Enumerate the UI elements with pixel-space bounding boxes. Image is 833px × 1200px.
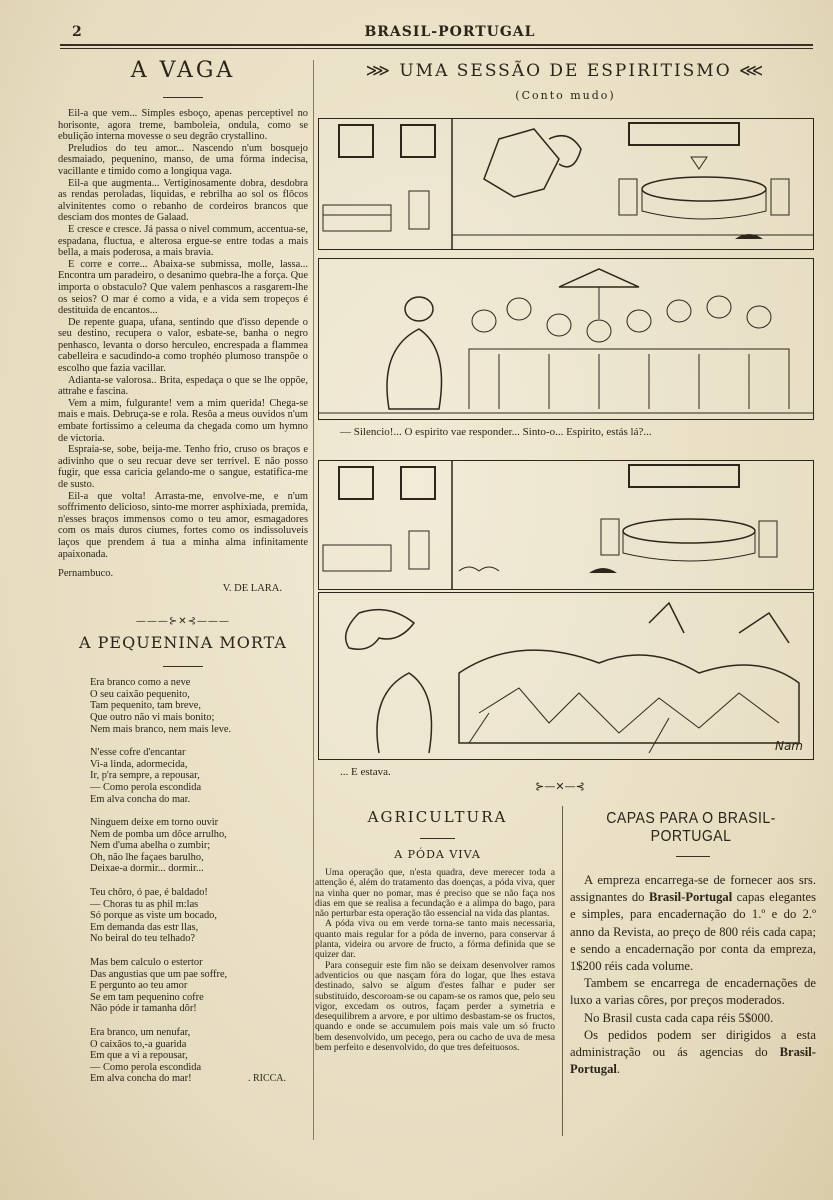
room-illustration <box>319 119 813 249</box>
morta-poem <box>58 677 308 1085</box>
verse-line: — Como perola escondida <box>90 781 202 793</box>
verse-line: Ninguem deixe em torno ouvir <box>90 817 219 829</box>
capas-paragraph <box>570 1027 816 1079</box>
morta-author: . RICCA. <box>247 1072 286 1084</box>
agricultura-paragraph: A póda viva ou em verde torna-se tanto mais necessaria, quanto mais regular for a póda de inverno, para conservar á planta, videira ou arvore de fructo, a fórma definida que se quizer dar. <box>315 918 555 961</box>
verse-line: Teu chôro, ó pae, é baldado! <box>90 887 208 899</box>
stanza <box>90 957 308 1015</box>
capas-paragraph: Tambem se encarrega de encadernações de luxo a varias côres, por preços moderados. <box>570 976 816 1008</box>
verse-line: Deixae-a dormir... dormir... <box>90 863 204 875</box>
capas-text-part: . <box>616 1062 621 1077</box>
vaga-paragraph: E corre e corre... Abaixa-se submissa, molle, lassa... Encontra um paradeiro, o desanimo quebra-lhe a força. Que importa o obstaculo? Que valem penhascos a rasgarem-lhe os seios? O mar é como a vida, e a vida sem tropeços é destituida de encantos... <box>58 258 308 317</box>
capas-text <box>570 872 816 1078</box>
seance-caption: — Silencio!... O espirito vae responder... Sinto-o... Espirito, estás lá?... <box>340 426 652 438</box>
page-number: 2 <box>72 24 82 40</box>
verse-line: Das angustias que um pae soffre, <box>90 968 228 980</box>
vaga-paragraph: Eil-a que volta! Arrasta-me, envolve-me, e n'um soffrimento delicioso, sinto-me morrer asphixiada, premida, n'esses braços immensos como o teu amor, esmagadores com os mais duros ciumes, fortes como os indissoluveis laços que prendem á tua a minha alma infinitamente apaixonada. <box>58 490 308 560</box>
vaga-paragraph: Preludios do teu amor... Nascendo n'um bosquejo desmaiado, pequenino, manso, de uma fórma indecisa, vacillante e timido como a longiqua vaga. <box>58 142 308 177</box>
title-rule <box>676 856 710 857</box>
verse-line: Em alva concha do mar! <box>90 1073 192 1085</box>
ornament-divider: ⊱—✕—⊰ <box>535 780 585 793</box>
column-divider <box>562 806 563 1136</box>
header-rule <box>60 44 813 46</box>
verse-line: E pergunto ao teu amor <box>90 980 188 992</box>
agricultura-text <box>315 868 555 1053</box>
masthead: BRASIL-PORTUGAL <box>364 24 536 40</box>
agricultura-title: AGRICULTURA <box>367 808 508 826</box>
verse-line: N'esse cofre d'encantar <box>90 747 186 759</box>
vaga-paragraph: E cresce e cresce. Já passa o nivel commum, accentua-se, espadana, fluctua, e alterosa ergue-se entre todas a mais bella, a mais poderosa, a mais bravia. <box>58 223 308 259</box>
stanza <box>90 817 308 875</box>
verse-line: Mas bem calculo o estertor <box>90 957 203 969</box>
agricultura-paragraph: Uma operação que, n'esta quadra, deve merecer toda a attenção é, além do tratamento das doenças, a póda viva, quer na vinha quer no pomar, mas é preciso que se não faça nos dias em que se realisa a fecundação e a alimpa do bago, para não perturbar esta operação tão essencial na vida das plantas. <box>315 867 555 920</box>
chaos-illustration <box>319 593 813 759</box>
verse-line: — Choras tu as phil m:las <box>90 898 199 910</box>
verse-line: Oh, não lhe façaes barulho, <box>90 851 204 863</box>
sessao-title: ⋙ UMA SESSÃO DE ESPIRITISMO ⋘ <box>365 61 766 81</box>
seance-illustration <box>319 259 813 419</box>
verse-line: Nem mais branco, nem mais leve. <box>90 723 232 735</box>
vaga-paragraph: Vem a mim, fulgurante! vem a mim querida! Chega-se mais e mais. Debruça-se e rola. Resôa a meus ouvidos n'um embate fortissimo a celeuma da chegada como um hymno de victoria. <box>58 397 308 444</box>
chaos-caption: ... E estava. <box>340 766 391 778</box>
stanza <box>90 747 308 805</box>
capas-paragraph <box>570 872 816 975</box>
capas-title: CAPAS PARA O BRASIL-PORTUGAL <box>606 810 776 845</box>
title-rule <box>420 838 455 839</box>
vaga-paragraph: Eil-a que vem... Simples esboço, apenas perceptivel no horisonte, agora treme, bamboleia, ondula, como se ebulição interna movesse o seu degrão crystallino. <box>58 108 308 143</box>
sessao-header <box>318 52 813 102</box>
verse-line: Em alva concha do mar. <box>90 793 191 805</box>
verse-line: Não póde ir tamanha dôr! <box>90 1003 197 1015</box>
vaga-paragraph: Espraia-se, sobe, beija-me. Tenho frio, cruso os braços e adivinho que o seu recuar deve ser terrivel. E não posso fugir, que essa caricia gelando-me o sangue, estatifica-me de susto. <box>58 444 308 490</box>
vaga-text <box>58 108 308 560</box>
vaga-place: Pernambuco. <box>58 568 114 580</box>
morta-title: A PEQUENINA MORTA <box>79 633 287 653</box>
verse-line: Nem d'uma abelha o zumbir; <box>90 840 211 852</box>
verse-line: Só porque as viste um bocado, <box>90 910 217 922</box>
stanza <box>90 677 308 735</box>
capas-text-part: Os pedidos podem ser dirigidos a esta administração ou ás agencias do <box>570 1027 816 1060</box>
ornament-divider: ———⊱✕⊰——— <box>135 616 231 628</box>
title-rule <box>163 97 203 98</box>
verse-line: Que outro não vi mais bonito; <box>90 711 215 723</box>
verse-line: Em que a vi a repousar, <box>90 1050 188 1062</box>
capas-text-part: capas elegantes e simples, para encadernação do 1.º e do 2.º anno da Revista, ao preço de 800 réis cada capa; e sendo a encadernação por conta da empreza, 1$200 réis cada volume. <box>570 890 816 974</box>
vaga-paragraph: De repente guapa, ufana, sentindo que d'isso depende o seu destino, recupera o valor, esbate-se, banha o negro penhasco, levanta o dorso herculeo, encrespada a flammea cabelleira e sacudindo-a como trophéo plumoso transpõe o escolho que fazia vacillar. <box>58 316 308 375</box>
room-illustration-2 <box>319 461 813 589</box>
comic-panel-seance <box>318 258 814 420</box>
brand-name: Brasil-Portugal <box>570 1045 816 1077</box>
verse-line: No beiral do teu telhado? <box>90 933 196 945</box>
verse-line: O caixãos to,-a guarida <box>90 1038 187 1050</box>
verse-line: Vi-a linda, adormecida, <box>90 758 188 770</box>
verse-line: Se em tam pequenino cofre <box>90 991 204 1003</box>
left-column <box>58 52 308 1084</box>
comic-panel-chaos <box>318 592 814 760</box>
verse-line: Nem de pomba um dôce arrulho, <box>90 828 227 840</box>
verse-line: O seu caixão pequenito, <box>90 688 190 700</box>
brand-name: Brasil-Portugal <box>648 890 733 905</box>
verse-line: Era branco, um nenufar, <box>90 1027 191 1038</box>
stanza <box>90 887 308 945</box>
capas-paragraph: No Brasil custa cada capa réis 5$000. <box>584 1010 774 1025</box>
agricultura-subtitle: A PÓDA VIVA <box>394 848 481 861</box>
verse-line: Tam pequenito, tam breve, <box>90 700 201 712</box>
header-rule-thin <box>60 48 813 49</box>
comic-panel-room-2 <box>318 460 814 590</box>
agricultura-paragraph: Para conseguir este fim não se deixam desenvolver ramos adventicios ou que nasçam fóra do logar, que lhes estava destinado, salvo se algum d'estes falhar e puder ser substituido, descoroam-se ou capam-se os ramos que, pelo seu vigor, excedam os outros, façam perder a symetria e desequilibrem a arvore, e por ultimo desbastam-se os fructos, quando e onde se accumulem pois mais vale um só fructo bem desenvolvido, um pecego, pera ou cacho de uva de mesa bem perfeito e desenvolvido, do que tres defeituosos. <box>315 959 555 1054</box>
verse-line: Ir, p'ra sempre, a repousar, <box>90 770 200 782</box>
capas-text-part: A empreza encarrega-se de fornecer aos srs. assignantes do <box>570 873 816 905</box>
verse-line: — Como perola escondida <box>90 1061 202 1073</box>
artist-signature: Nam <box>774 739 803 753</box>
vaga-paragraph: Eil-a que augmenta... Vertiginosamente dobra, desdobra as rendas peroladas, liquidas, e rebrilha ao sol os flôcos alvinitentes como o rebanho de cordeiros brancos que desciam dos montes de Galaad. <box>58 177 308 224</box>
verse-line: Em demanda das estr llas, <box>90 921 199 933</box>
vaga-paragraph: Adianta-se valorosa.. Brita, espedaça o que se lhe oppõe, attrahe e fascina. <box>58 374 308 398</box>
verse-line: Era branco como a neve <box>90 677 191 689</box>
vaga-author: V. DE LARA. <box>222 583 282 595</box>
title-rule <box>163 666 203 667</box>
sessao-subtitle: (Conto mudo) <box>515 89 616 102</box>
comic-panel-room <box>318 118 814 250</box>
column-divider <box>313 60 314 1140</box>
vaga-title: A VAGA <box>130 58 236 83</box>
